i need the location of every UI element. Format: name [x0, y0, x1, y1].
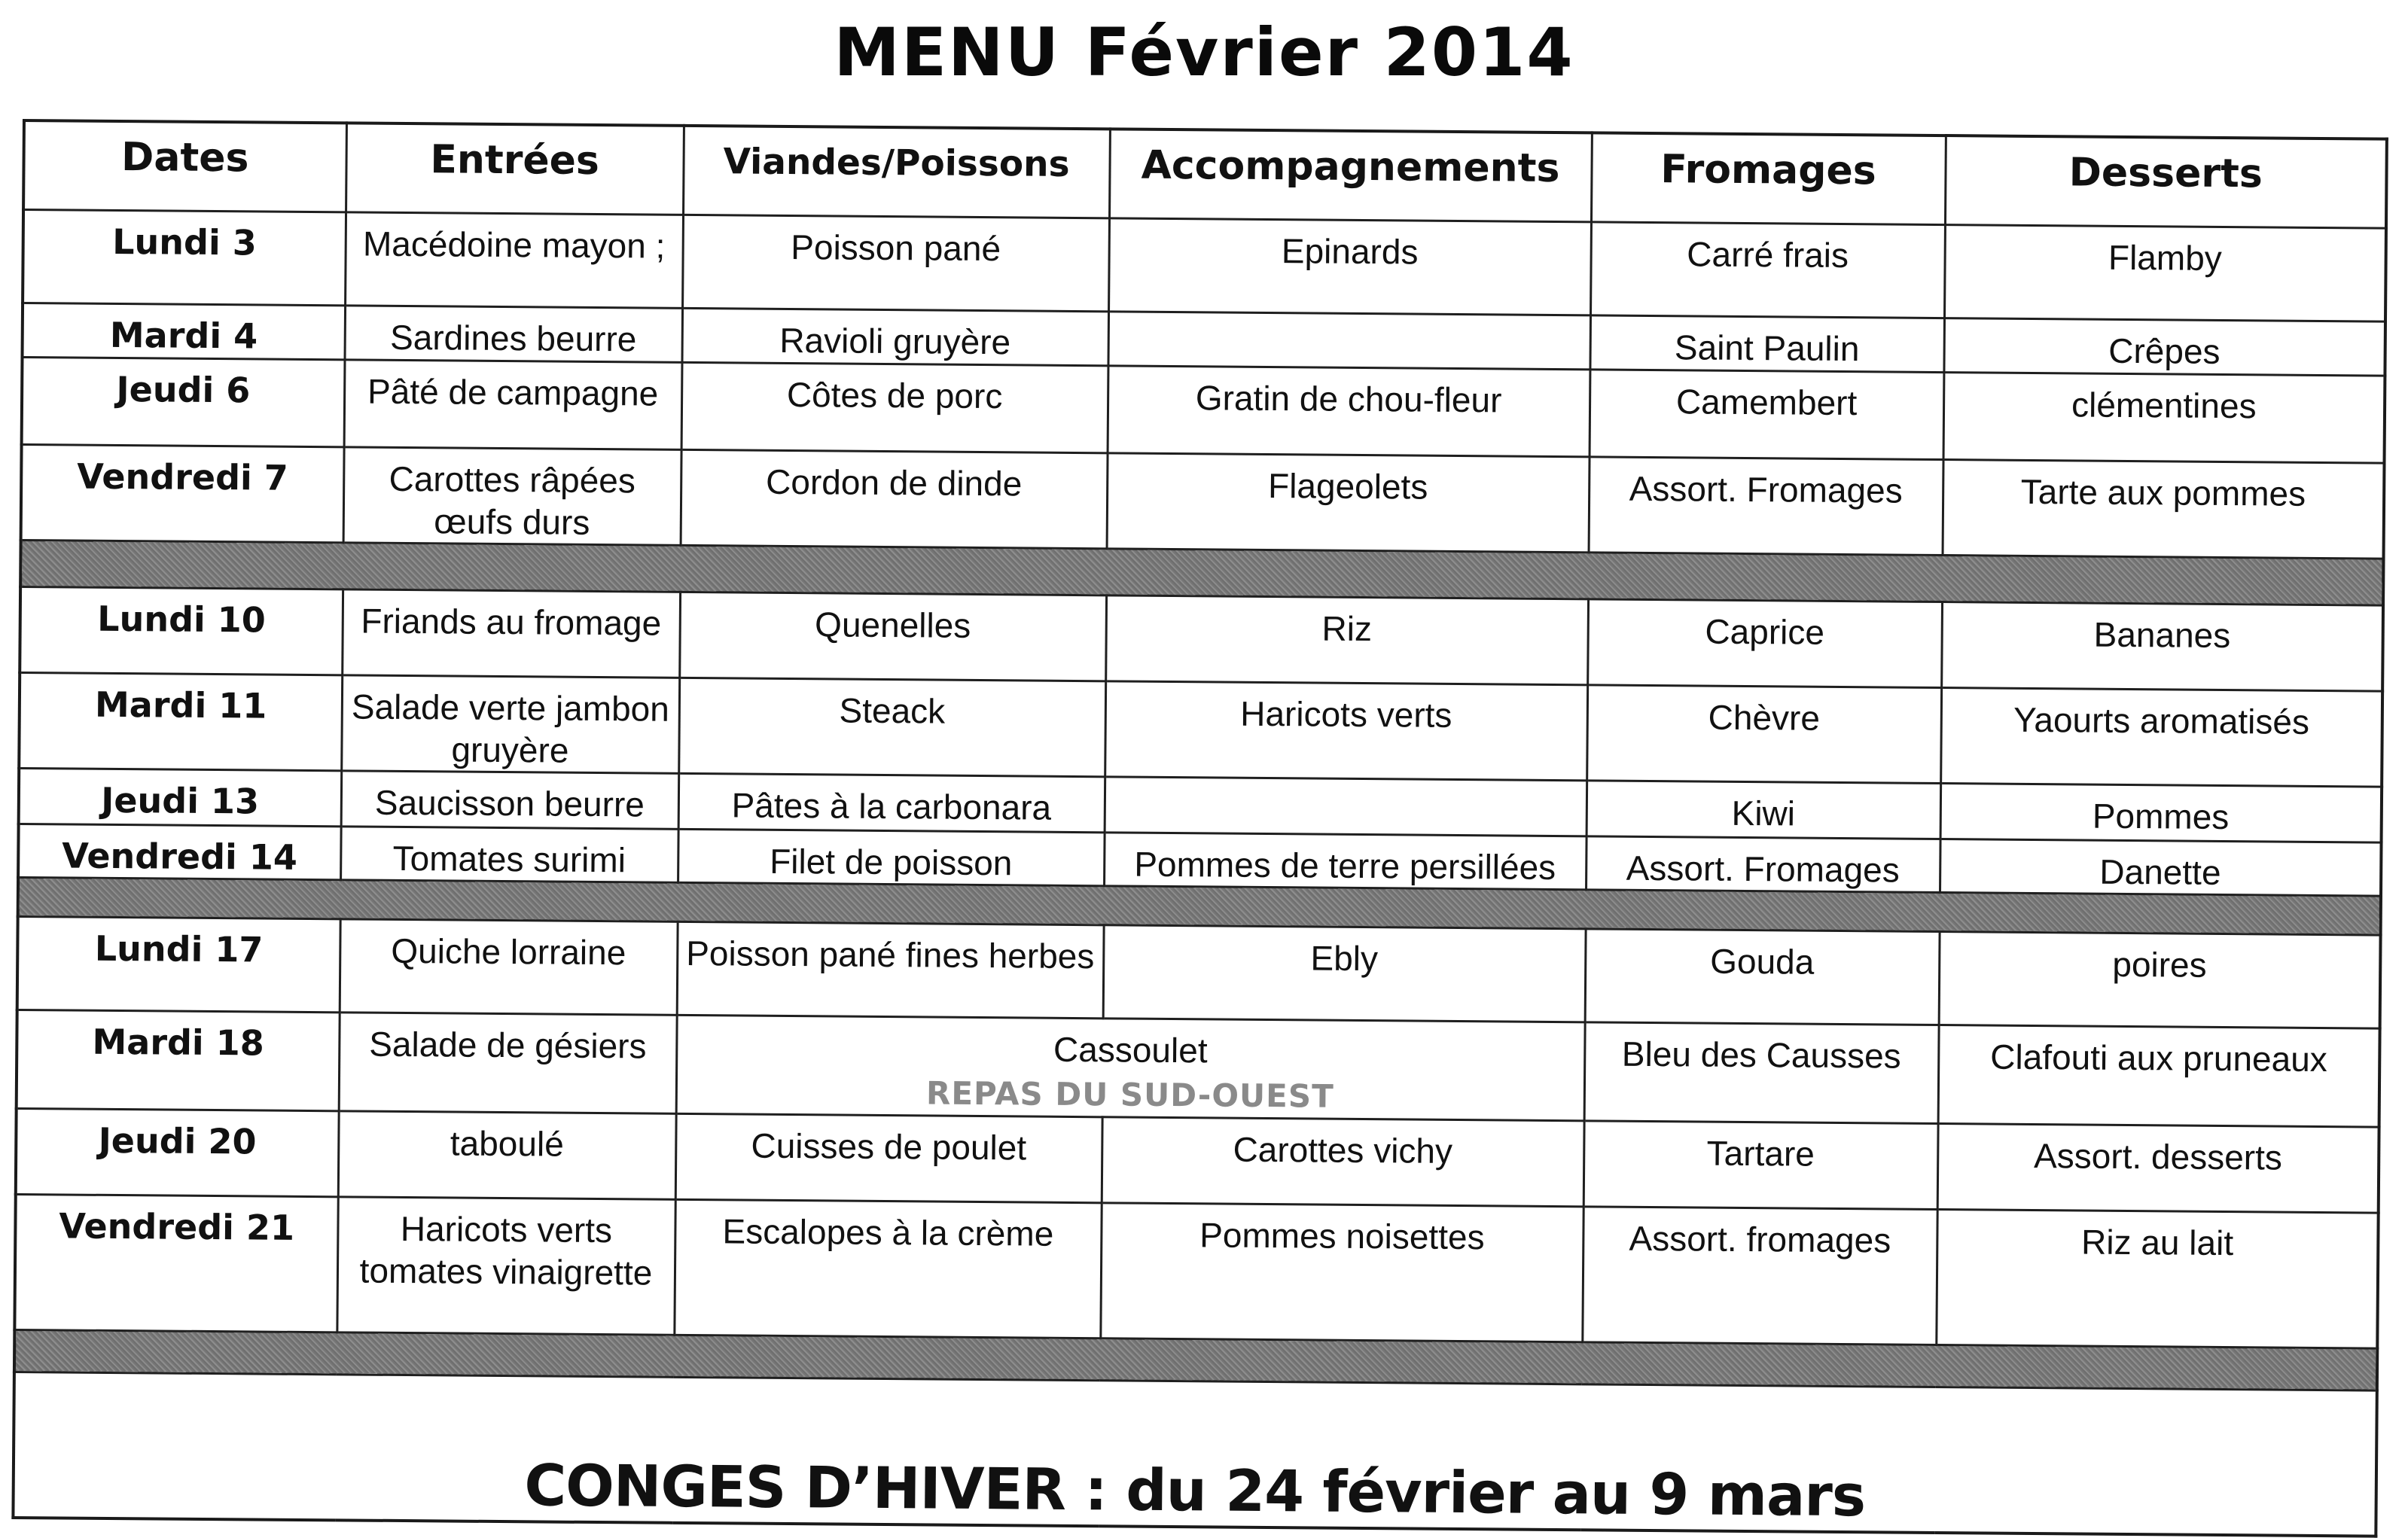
accompagnement-cell: Carottes vichy	[1102, 1116, 1584, 1206]
viande-cell: Poisson pané fines herbes	[677, 921, 1104, 1018]
entree-cell: Salade de gésiers	[339, 1012, 677, 1113]
entree-cell: Salade verte jambon gruyère	[341, 675, 679, 773]
fromage-cell: Assort. fromages	[1582, 1206, 1937, 1345]
accompagnement-cell	[1108, 311, 1590, 369]
date-cell: Jeudi 13	[19, 768, 342, 826]
menu-sheet	[11, 119, 2385, 1532]
fromage-cell: Kiwi	[1587, 780, 1941, 839]
date-cell: Vendredi 21	[14, 1194, 337, 1332]
viande-cell: Filet de poisson	[678, 829, 1105, 885]
dessert-cell: Yaourts aromatisés	[1940, 687, 2382, 787]
date-cell: Mardi 4	[23, 303, 346, 359]
table-row	[17, 916, 2381, 1028]
entree-cell: Quiche lorraine	[340, 918, 678, 1015]
table-row	[14, 1194, 2378, 1348]
date-cell: Jeudi 20	[16, 1108, 339, 1196]
table-row	[23, 209, 2386, 321]
header-accompagnements: Accompagnements	[1109, 129, 1592, 221]
date-cell: Lundi 3	[23, 209, 346, 305]
accompagnement-cell: Riz	[1105, 595, 1588, 684]
dessert-cell: clémentines	[1943, 372, 2385, 463]
fromage-cell: Tartare	[1583, 1120, 1938, 1209]
header-fromages: Fromages	[1591, 132, 1946, 224]
fromage-cell: Chèvre	[1587, 684, 1941, 783]
entree-cell: Saucisson beurre	[341, 770, 679, 829]
table-row	[21, 444, 2385, 559]
entree-cell: Haricots verts tomates vinaigrette	[337, 1196, 675, 1335]
date-cell: Jeudi 6	[22, 357, 345, 446]
fromage-cell: Assort. Fromages	[1589, 456, 1943, 555]
fromage-cell: Carré frais	[1590, 221, 1945, 318]
viande-cell: Ravioli gruyère	[681, 308, 1108, 365]
fromage-cell: Assort. Fromages	[1586, 836, 1940, 892]
viande-cell: Escalopes à la crème	[674, 1199, 1101, 1338]
date-cell: Lundi 17	[17, 916, 340, 1012]
date-cell: Mardi 18	[17, 1010, 340, 1110]
fromage-cell: Gouda	[1585, 928, 1940, 1025]
dessert-cell: poires	[1939, 931, 2381, 1028]
date-cell: Vendredi 14	[18, 824, 341, 879]
dessert-cell: Pommes	[1940, 783, 2382, 842]
accompagnement-cell: Pommes noisettes	[1100, 1202, 1583, 1342]
footer-row	[13, 1372, 2376, 1536]
dessert-cell: Flamby	[1944, 224, 2386, 321]
holiday-notice: CONGES D’HIVER : du 24 février au 9 mars	[13, 1372, 2376, 1536]
viande-cell: Pâtes à la carbonara	[678, 773, 1105, 832]
page-title: MENU Février 2014	[834, 14, 1574, 91]
viande-cell: Steack	[678, 678, 1105, 776]
fromage-cell: Caprice	[1587, 598, 1942, 687]
accompagnement-cell: Ebly	[1103, 924, 1586, 1022]
table-row	[17, 1010, 2380, 1127]
header-dates: Dates	[23, 120, 346, 212]
dessert-cell: Crêpes	[1943, 318, 2385, 376]
entree-cell: Carottes râpées œufs durs	[343, 446, 681, 545]
accompagnement-cell	[1105, 776, 1587, 836]
date-cell: Vendredi 7	[21, 444, 344, 542]
entree-cell: Sardines beurre	[345, 305, 683, 362]
header-viandes: Viandes/Poissons	[683, 126, 1110, 218]
fromage-cell: Bleu des Causses	[1584, 1022, 1939, 1123]
entree-cell: Pâté de campagne	[344, 359, 682, 449]
accompagnement-cell: Gratin de chou-fleur	[1108, 365, 1590, 456]
plat-cell	[676, 1015, 1585, 1120]
viande-cell: Poisson pané	[682, 215, 1109, 311]
entree-cell: Friands au fromage	[342, 589, 680, 678]
viande-cell: Cordon de dinde	[681, 449, 1108, 548]
header-entrees: Entrées	[346, 123, 684, 215]
dessert-cell: Bananes	[1941, 601, 2383, 691]
table-row	[19, 672, 2382, 787]
fromage-cell: Saint Paulin	[1590, 315, 1944, 372]
accompagnement-cell: Haricots verts	[1105, 681, 1587, 780]
accompagnement-cell: Pommes de terre persillées	[1104, 832, 1587, 889]
fromage-cell: Camembert	[1590, 369, 1944, 459]
dessert-cell: Riz au lait	[1936, 1209, 2378, 1348]
stamp-label: REPAS DU SUD-OUEST	[925, 1074, 1334, 1115]
date-cell: Lundi 10	[20, 586, 343, 675]
entree-cell: Macédoine mayon ;	[345, 212, 683, 308]
header-desserts: Desserts	[1945, 136, 2387, 228]
plat-label: Cassoulet	[1053, 1029, 1208, 1070]
dessert-cell: Tarte aux pommes	[1943, 459, 2385, 559]
viande-cell: Quenelles	[679, 592, 1106, 681]
viande-cell: Cuisses de poulet	[675, 1113, 1102, 1202]
dessert-cell: Assort. desserts	[1937, 1123, 2379, 1213]
dessert-cell: Clafouti aux pruneaux	[1938, 1025, 2380, 1127]
entree-cell: taboulé	[338, 1110, 676, 1199]
viande-cell: Côtes de porc	[681, 362, 1108, 452]
accompagnement-cell: Flageolets	[1107, 452, 1590, 552]
dessert-cell: Danette	[1940, 839, 2382, 896]
date-cell: Mardi 11	[19, 672, 342, 770]
menu-table	[11, 119, 2388, 1538]
entree-cell: Tomates surimi	[340, 826, 678, 882]
accompagnement-cell: Epinards	[1108, 218, 1591, 315]
